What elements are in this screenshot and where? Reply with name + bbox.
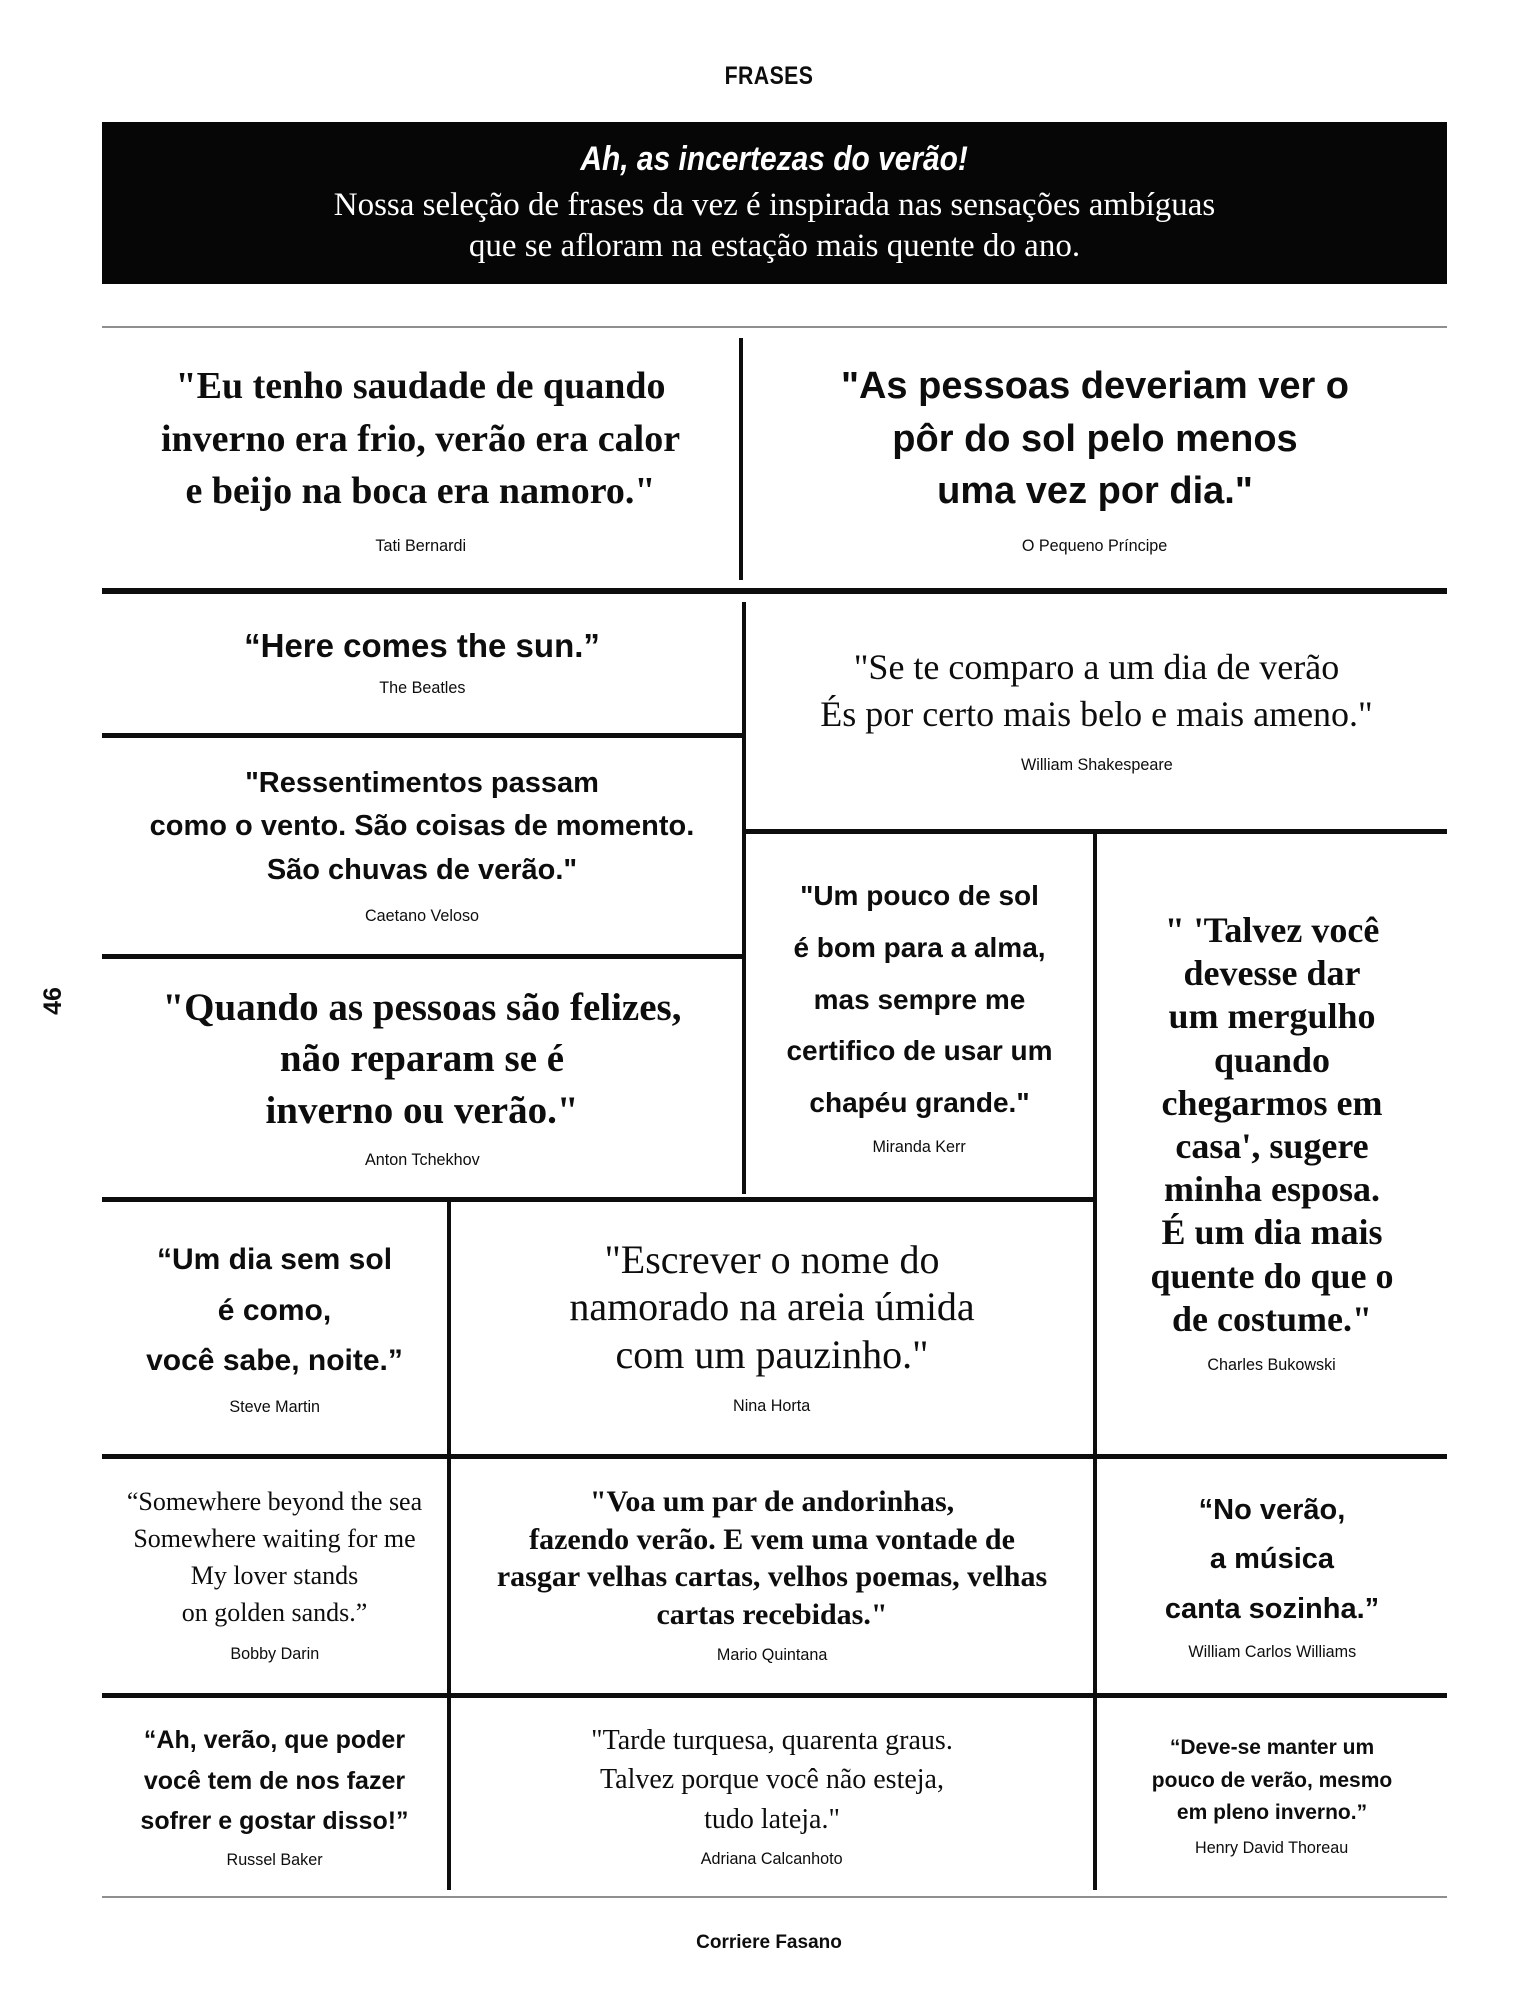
quote-cell-caetano-veloso [102, 738, 742, 950]
quote-author: William Shakespeare [1020, 754, 1173, 774]
quote-text: "Tarde turquesa, quarenta graus. Talvez porque você não esteja, tudo lateja." [591, 1725, 953, 1835]
quote-cell-anton-tchekhov [102, 959, 742, 1193]
quote-cell-charles-bukowski [1097, 834, 1447, 1450]
quote-author: Russel Baker [226, 1849, 323, 1869]
quote-cell-william-carlos-williams [1097, 1459, 1447, 1689]
quote-text: " 'Talvez você devesse dar um mergulho quando chegarmos em casa', sugere minha esposa. É um dia mais quente do que o de costume." [1150, 910, 1394, 1339]
quote-cell-william-shakespeare [746, 594, 1447, 825]
quote-author: Tati Bernardi [375, 535, 466, 555]
banner-title: Ah, as incertezas do verão! [580, 140, 969, 179]
quote-cell-mario-quintana [451, 1459, 1093, 1689]
quote-author: O Pequeno Príncipe [1022, 535, 1168, 555]
quote-author: Charles Bukowski [1207, 1354, 1337, 1374]
quote-text: "Ressentimentos passam como o vento. São coisas de momento. São chuvas de verão." [149, 766, 695, 886]
quote-text: “Ah, verão, que poder você tem de nos fazer sofrer e gostar disso!” [140, 1726, 409, 1836]
quote-text: “Deve-se manter um pouco de verão, mesmo em pleno inverno.” [1151, 1736, 1393, 1825]
quote-author: The Beatles [378, 677, 466, 697]
divider-bottom-hairline [102, 1896, 1447, 1898]
quote-author: Henry David Thoreau [1195, 1837, 1349, 1857]
quote-author: Mario Quintana [716, 1645, 828, 1664]
quote-cell-pequeno-principe [743, 328, 1447, 588]
page-number: 46 [39, 987, 67, 1015]
quote-text: "Um pouco de sol é bom para a alma, mas sempre me certifico de usar um chapéu grande." [786, 880, 1053, 1119]
page-footer: Corriere Fasano [696, 1932, 842, 1953]
quote-text: "Voa um par de andorinhas, fazendo verão. E vem uma vontade de rasgar velhas cartas, velhos poemas, velhas cartas recebidas." [496, 1485, 1048, 1631]
quote-text: “Somewhere beyond the sea Somewhere waiting for me My lover stands on golden sands.” [126, 1487, 423, 1627]
quote-cell-steve-martin [102, 1202, 447, 1450]
quote-author: Adriana Calcanhoto [701, 1848, 843, 1868]
quote-cell-russel-baker [102, 1698, 447, 1892]
quote-author: Nina Horta [733, 1395, 811, 1415]
quote-text: “Here comes the sun.” [244, 627, 600, 665]
quote-author: Anton Tchekhov [364, 1150, 480, 1170]
quote-author: Steve Martin [229, 1396, 320, 1416]
quote-cell-henry-david-thoreau [1097, 1698, 1447, 1892]
page-kicker: FRASES [724, 62, 814, 90]
quote-author: William Carlos Williams [1188, 1641, 1356, 1661]
banner-subtitle: Nossa seleção de frases da vez é inspirada nas sensações ambíguas que se afloram na estação mais quente do ano. [333, 187, 1216, 264]
quote-author: Caetano Veloso [364, 906, 480, 926]
quote-text: "Eu tenho saudade de quando inverno era frio, verão era calor e beijo na boca era namoro." [160, 365, 681, 513]
quote-cell-tati-bernardi [102, 328, 739, 588]
quote-text: "Se te comparo a um dia de verão És por certo mais belo e mais ameno." [820, 647, 1373, 734]
quote-text: “No verão, a música canta sozinha.” [1164, 1494, 1380, 1625]
quote-text: “Um dia sem sol é como, você sabe, noite.” [146, 1243, 403, 1378]
quote-text: "Quando as pessoas são felizes, não reparam se é inverno ou verão." [162, 985, 682, 1132]
quote-cell-the-beatles [102, 594, 742, 730]
banner [102, 122, 1447, 284]
quote-cell-nina-horta [451, 1202, 1093, 1450]
quote-author: Bobby Darin [230, 1643, 319, 1663]
quote-author: Miranda Kerr [872, 1136, 967, 1156]
quote-cell-adriana-calcanhoto [451, 1698, 1093, 1892]
quote-cell-bobby-darin [102, 1459, 447, 1689]
quote-text: "As pessoas deveriam ver o pôr do sol pelo menos uma vez por dia." [840, 365, 1350, 513]
quote-cell-miranda-kerr [746, 834, 1093, 1193]
quote-text: "Escrever o nome do namorado na areia úmida com um pauzinho." [569, 1237, 975, 1377]
